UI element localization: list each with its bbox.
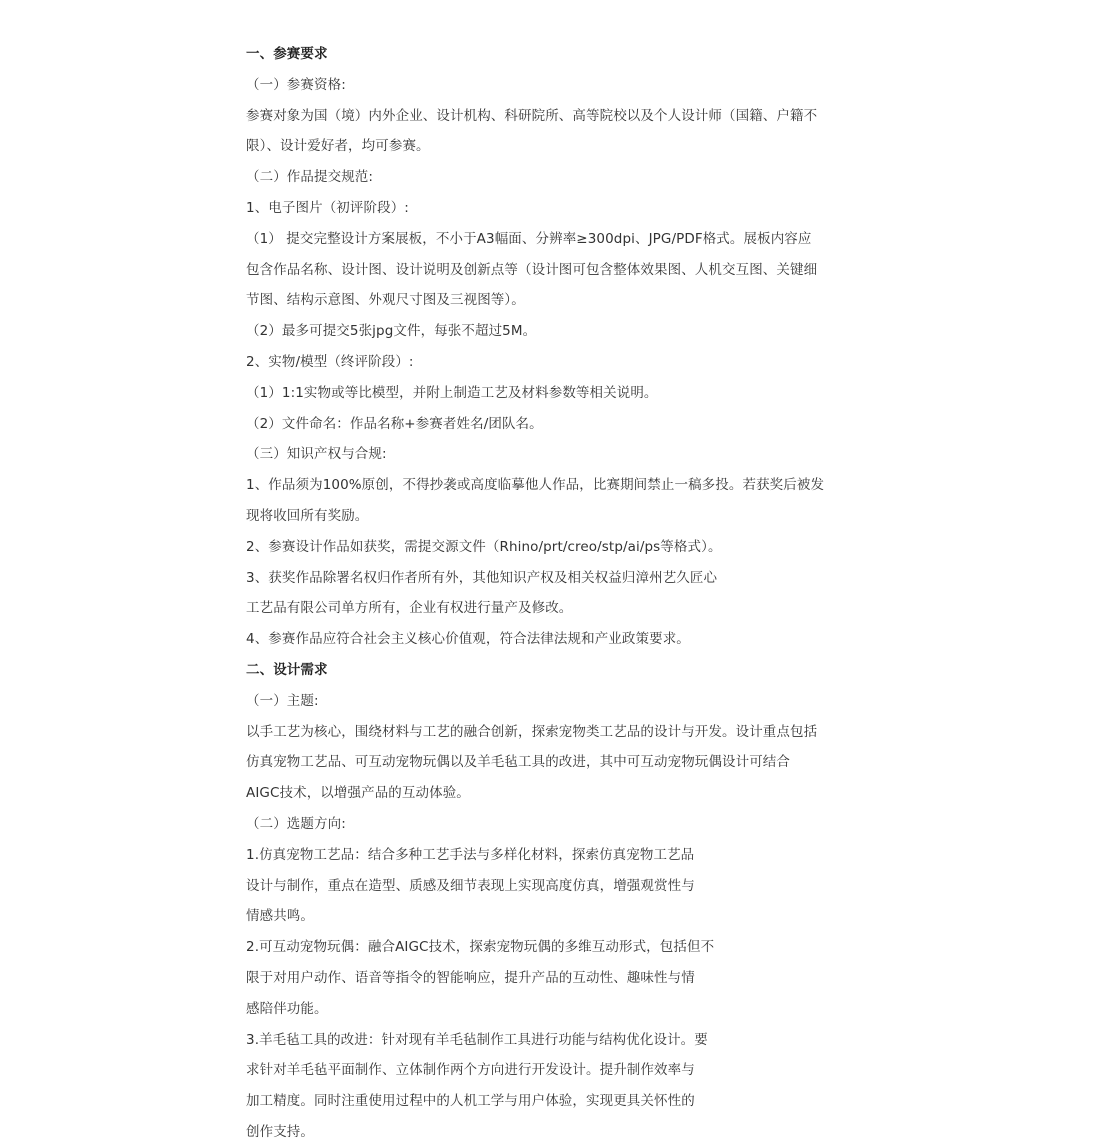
text-line: 求针对羊毛毡平面制作、立体制作两个方向进行开发设计。提升制作效率与 — [246, 1062, 695, 1079]
text-line: 3、获奖作品除署名权归作者所有外，其他知识产权及相关权益归漳州艺久匠心 — [246, 569, 718, 586]
section-heading: 二、设计需求 — [246, 661, 328, 678]
text-line: 加工精度。同时注重使用过程中的人机工学与用户体验，实现更具关怀性的 — [246, 1093, 695, 1110]
text-line: 感陪伴功能。 — [246, 1000, 328, 1017]
text-line: （三）知识产权与合规: — [246, 446, 387, 463]
text-line: 1、作品须为100%原创，不得抄袭或高度临摹他人作品，比赛期间禁止一稿多投。若获奖后被发 — [246, 477, 825, 494]
text-line: 设计与制作，重点在造型、质感及细节表现上实现高度仿真，增强观赏性与 — [246, 877, 695, 894]
section-heading: 一、参赛要求 — [246, 46, 328, 62]
text-line: （一）主题: — [246, 692, 319, 709]
text-line: 创作支持。 — [246, 1123, 314, 1140]
text-line: 以手工艺为核心，围绕材料与工艺的融合创新，探索宠物类工艺品的设计与开发。设计重点包括 — [246, 723, 818, 740]
text-line: 仿真宠物工艺品、可互动宠物玩偶以及羊毛毡工具的改进，其中可互动宠物玩偶设计可结合 — [246, 754, 790, 771]
text-line: 限）、设计爱好者，均可参赛。 — [246, 138, 430, 155]
text-line: 限于对用户动作、语音等指令的智能响应，提升产品的互动性、趣味性与情 — [246, 969, 695, 986]
text-line: （1） 提交完整设计方案展板，不小于A3幅面、分辨率≥300dpi、JPG/PDF格式。展板内容应 — [246, 230, 812, 247]
text-line: 2、参赛设计作品如获奖，需提交源文件（Rhino/prt/creo/stp/ai/ps等格式）。 — [246, 538, 722, 555]
text-line: 1、电子图片（初评阶段）: — [246, 199, 409, 216]
text-line: 节图、结构示意图、外观尺寸图及三视图等）。 — [246, 292, 525, 309]
text-line: （2）最多可提交5张jpg文件，每张不超过5M。 — [246, 323, 537, 340]
text-line: 参赛对象为国（境）内外企业、设计机构、科研院所、高等院校以及个人设计师（国籍、户籍不 — [246, 107, 818, 124]
text-line: （2）文件命名：作品名称+参赛者姓名/团队名。 — [246, 415, 543, 432]
text-line: 工艺品有限公司单方所有，企业有权进行量产及修改。 — [246, 600, 573, 617]
text-line: 3.羊毛毡工具的改进：针对现有羊毛毡制作工具进行功能与结构优化设计。要 — [246, 1031, 708, 1048]
text-line: 现将收回所有奖励。 — [246, 507, 369, 524]
text-line: （二）作品提交规范: — [246, 169, 374, 186]
text-line: 2、实物/模型（终评阶段）: — [246, 353, 414, 370]
text-line: 包含作品名称、设计图、设计说明及创新点等（设计图可包含整体效果图、人机交互图、关键细 — [246, 261, 818, 278]
text-line: 1.仿真宠物工艺品：结合多种工艺手法与多样化材料，探索仿真宠物工艺品 — [246, 846, 695, 863]
text-line: 2.可互动宠物玩偶：融合AIGC技术，探索宠物玩偶的多维互动形式，包括但不 — [246, 939, 715, 956]
document-body — [246, 39, 866, 1148]
text-line: （1）1:1实物或等比模型，并附上制造工艺及材料参数等相关说明。 — [246, 384, 658, 401]
text-line: 4、参赛作品应符合社会主义核心价值观，符合法律法规和产业政策要求。 — [246, 631, 690, 648]
text-line: （二）选题方向: — [246, 815, 346, 832]
text-line: AIGC技术，以增强产品的互动体验。 — [246, 785, 470, 802]
text-line: （一）参赛资格: — [246, 76, 346, 93]
text-line: 情感共鸣。 — [246, 908, 314, 925]
